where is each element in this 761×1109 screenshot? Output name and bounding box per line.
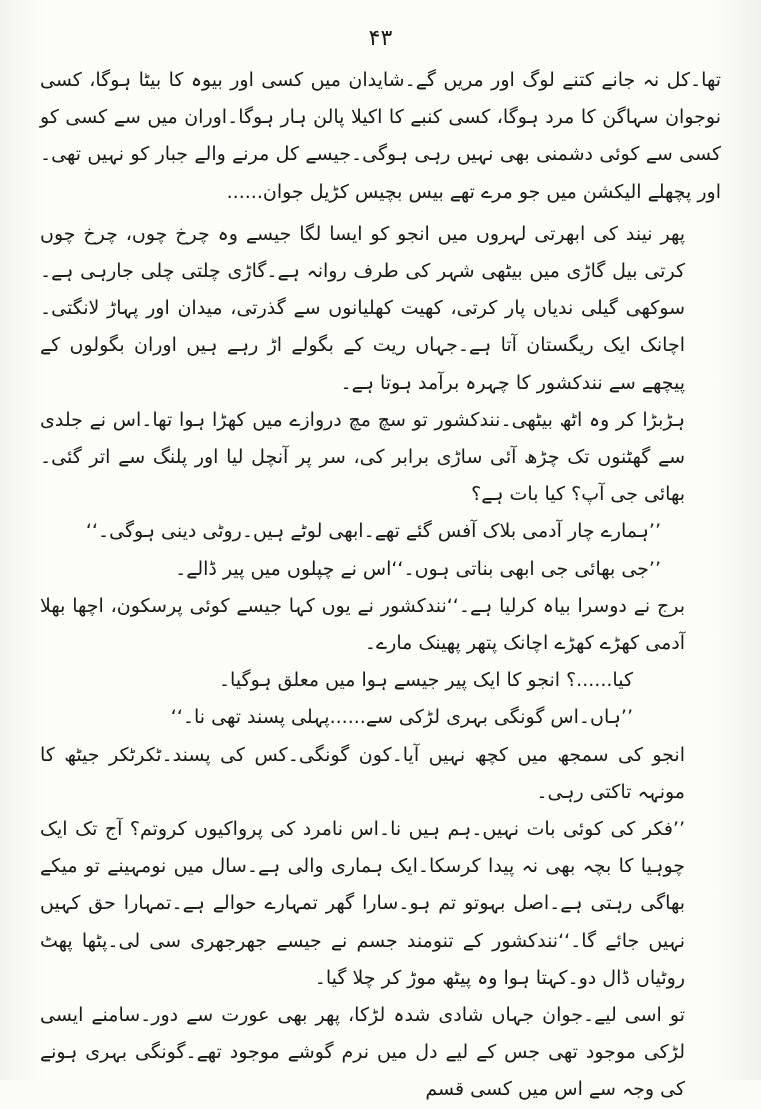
paragraph-6: ’’فکر کی کوئی بات نہیں۔ہم ہیں نا۔اس نامرد کی پرواکیوں کروتم؟ آج تک ایک چوہیا کا بچہ بھی نہ پیدا کرسکا۔ایک ہماری والی ہے۔سال میں نومہینے تو میکے بھاگی رہتی ہے۔اصل بہوتو تم ہو۔سارا گھر تمہارے حوالے ہے۔تمہارا حق کہیں نہیں جائے گا۔‘‘نندکشور کے تنومند جسم نے جیسے جھرجھری سی لی۔پٹھا پھٹ روٹیاں ڈال دو۔کہتا ہوا وہ پیٹھ موڑ کر چلا گیا۔	[40, 818, 685, 989]
paragraph-2: پھر نیند کی ابھرتی لہروں میں انجو کو ایسا لگا جیسے وہ چرخ چوں، چرخ چوں کرتی بیل گاڑی میں بیٹھی شہر کی طرف روانہ ہے۔گاڑی چلتی چلی جارہی ہے۔سوکھی گیلی ندیاں پار کرتی، کھیت کھلیانوں سے گذرتی، میدان اور پہاڑ لانگتی۔اچانک ایک ریگستان آتا ہے۔جہاں ریت کے بگولے اڑ رہے ہیں اوران بگولوں کے پیچھے سے نندکشور کا چہرہ برآمد ہوتا ہے۔	[40, 222, 685, 394]
dialogue-line-2: ’’جی بھائی جی ابھی بناتی ہوں۔‘‘اس نے چپلوں میں پیر ڈالے۔	[175, 557, 661, 580]
paragraph-3: ہڑبڑا کر وہ اٹھ بیٹھی۔نندکشور تو سچ مچ دروازے میں کھڑا ہوا تھا۔اس نے جلدی سے گھٹنوں تک چڑھ آئی ساڑی برابر کی، سر پر آنچل لیا اور پلنگ سے اتر گئی۔بھائی جی آپ؟ کیا بات ہے؟	[40, 408, 685, 506]
paragraph-7: تو اسی لیے۔جوان جہاں شادی شدہ لڑکا، پھر بھی عورت سے دور۔سامنے ایسی لڑکی موجود تھی جس کے لیے دل میں نرم گوشے موجود تھے۔گونگی بہری ہونے کی وجہ سے اس میں کسی قسم	[40, 1004, 685, 1101]
page-number: ۴۳	[368, 26, 393, 51]
paragraph-4: برج نے دوسرا بیاہ کرلیا ہے۔‘‘نندکشور نے یوں کہا جیسے کوئی پرسکون، اچھا بھلا آدمی کھڑے کھڑے اچانک پتھر پھینک مارے۔	[40, 594, 685, 655]
paragraph-5: انجو کی سمجھ میں کچھ نہیں آیا۔کون گونگی۔کس کی پسند۔ٹکرٹکر جیٹھ کا مونہہ تاکتی رہی۔	[40, 743, 685, 803]
dialogue-line-3: کیا......؟ انجو کا ایک پیر جیسے ہوا میں معلق ہوگیا۔	[218, 669, 633, 692]
dialogue-line-4: ’’ہاں۔اس گونگی بہری لڑکی سے......پہلی پسند تھی نا۔‘‘	[170, 706, 633, 729]
page-body	[40, 62, 721, 1109]
dialogue-line-1: ’’ہمارے چار آدمی بلاک آفس گئے تھے۔ابھی لوٹے ہیں۔روٹی دینی ہوگی۔‘‘	[85, 520, 661, 543]
paragraph-1: تھا۔کل نہ جانے کتنے لوگ اور مریں گے۔شایدان میں کسی اور بیوہ کا بیٹا ہوگا، کسی نوجوان سہاگن کا مرد ہوگا، کسی کنبے کا اکیلا پالن ہار ہوگا۔اوران میں سے کسی کو کسی سے کوئی دشمنی بھی نہیں رہی ہوگی۔جیسے کل مرنے والے جبار کو نہیں تھی۔اور پچھلے الیکشن میں جو مرے تھے بیس بچیس کڑیل جوان......	[40, 69, 721, 203]
